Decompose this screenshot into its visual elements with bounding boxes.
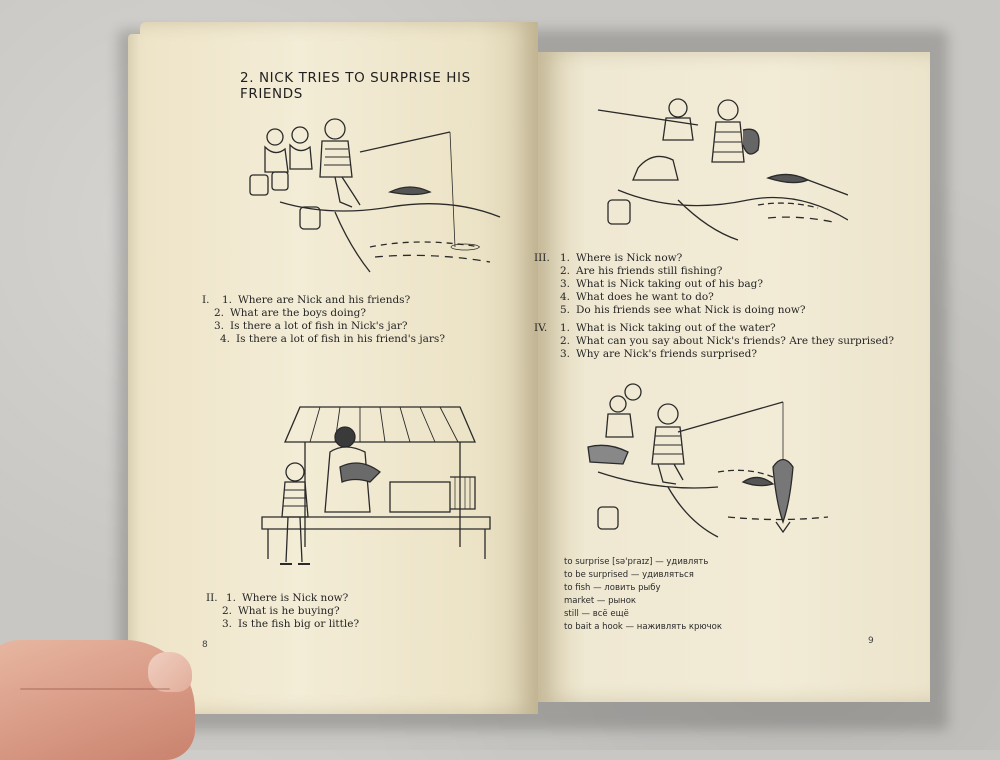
exercise-III-item-1	[534, 252, 805, 265]
question-text: Is there a lot of fish in his friend's jars?	[236, 333, 445, 345]
exercise-III-item-5	[534, 304, 805, 317]
right-page	[534, 52, 930, 702]
thumbnail	[148, 652, 192, 692]
exercise-II-item-3	[206, 618, 359, 631]
question-text: Why are Nick's friends surprised?	[576, 348, 757, 360]
vocab-entry: to fish — ловить рыбу	[564, 583, 661, 593]
item-number: 3.	[222, 618, 233, 630]
page-title: 2. NICK TRIES TO SURPRISE HIS FRIENDS	[240, 70, 471, 102]
item-number: 4.	[220, 333, 231, 345]
roman-numeral: I.	[202, 294, 210, 306]
item-number: 3.	[560, 348, 571, 360]
question-text: What is Nick taking out of his bag?	[576, 278, 763, 290]
exercise-II	[206, 592, 359, 631]
finger-crease	[20, 688, 170, 690]
vocab-entry: to bait a hook — наживлять крючок	[564, 622, 722, 632]
question-text: Is the fish big or little?	[238, 618, 360, 630]
item-number: 5.	[560, 304, 571, 316]
item-number: 4.	[560, 291, 571, 303]
page-number-left: 8	[202, 640, 208, 650]
question-text: What is he buying?	[238, 605, 340, 617]
question-text: What are the boys doing?	[230, 307, 366, 319]
illustration-nick-with-bag	[578, 90, 848, 250]
illustration-nick-catches-fish	[578, 372, 848, 552]
question-text: Are his friends still fishing?	[576, 265, 723, 277]
exercise-I-item-1	[202, 294, 445, 307]
exercise-I	[202, 294, 445, 346]
illustration-boys-fishing	[240, 97, 520, 277]
question-text: Where are Nick and his friends?	[238, 294, 411, 306]
item-number: 1.	[560, 322, 571, 334]
vocab-entry: market — рынок	[564, 596, 637, 606]
item-number: 3.	[560, 278, 571, 290]
exercise-I-item-4	[202, 333, 445, 346]
exercise-II-item-1	[206, 592, 359, 605]
illustration-market-stall	[260, 397, 500, 572]
roman-numeral: II.	[206, 592, 218, 604]
exercise-III-item-4	[534, 291, 805, 304]
question-text: What is Nick taking out of the water?	[576, 322, 776, 334]
exercise-III-item-2	[534, 265, 805, 278]
item-number: 1.	[226, 592, 237, 604]
vocab-entry: to be surprised — удивляться	[564, 570, 694, 580]
roman-numeral: IV.	[534, 322, 548, 334]
left-page	[140, 22, 538, 714]
page-number-right: 9	[868, 636, 874, 646]
exercise-III	[534, 252, 805, 317]
exercise-IV-item-2	[534, 335, 894, 348]
vocab-entry: to surprise [sə'praɪz] — удивлять	[564, 557, 709, 567]
exercise-IV	[534, 322, 894, 361]
item-number: 2.	[222, 605, 233, 617]
question-text: Is there a lot of fish in Nick's jar?	[230, 320, 408, 332]
item-number: 2.	[214, 307, 225, 319]
item-number: 2.	[560, 265, 571, 277]
item-number: 2.	[560, 335, 571, 347]
roman-numeral: III.	[534, 252, 550, 264]
exercise-I-item-3	[202, 320, 445, 333]
exercise-I-item-2	[202, 307, 445, 320]
vocabulary-list	[564, 556, 722, 634]
vocab-entry: still — всё ещё	[564, 609, 629, 619]
item-number: 1.	[560, 252, 571, 264]
item-number: 3.	[214, 320, 225, 332]
question-text: Where is Nick now?	[576, 252, 683, 264]
question-text: What can you say about Nick's friends? Are they surprised?	[576, 335, 895, 347]
question-text: What does he want to do?	[576, 291, 714, 303]
exercise-II-item-2	[206, 605, 359, 618]
item-number: 1.	[222, 294, 233, 306]
exercise-IV-item-3	[534, 348, 894, 361]
exercise-IV-item-1	[534, 322, 894, 335]
question-text: Do his friends see what Nick is doing now?	[576, 304, 806, 316]
exercise-III-item-3	[534, 278, 805, 291]
question-text: Where is Nick now?	[242, 592, 349, 604]
